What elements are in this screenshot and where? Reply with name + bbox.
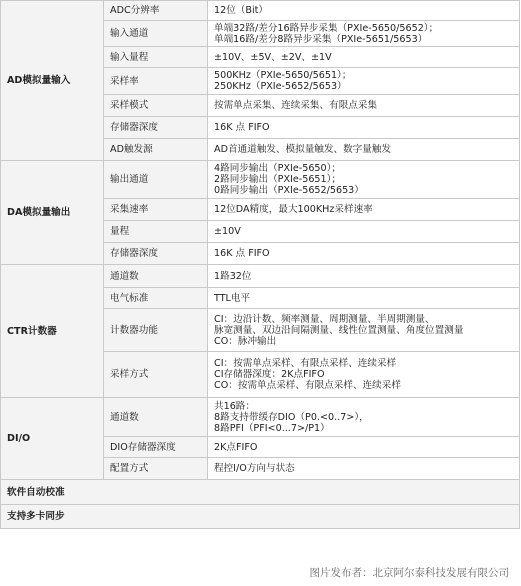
spec-label: 计数器功能 xyxy=(104,309,208,352)
spec-value xyxy=(208,265,520,288)
spec-value-line: TTL电平 xyxy=(214,292,251,304)
spec-label: 通道数 xyxy=(104,398,208,437)
spec-value xyxy=(208,458,520,480)
spec-label: AD触发源 xyxy=(104,139,208,161)
spec-value-line: 8路PFI（PFI<0...7>/P1） xyxy=(214,422,330,434)
spec-value-line: 单端32路/差分16路异步采集（PXIe-5650/5652）； xyxy=(214,22,439,34)
spec-row xyxy=(1,161,520,199)
spec-label: 输出通道 xyxy=(104,161,208,199)
spec-value xyxy=(208,139,520,161)
spec-value-line: 12位DA精度，最大100KHz采样速率 xyxy=(214,204,373,215)
section-title: DA模拟量输出 xyxy=(1,161,104,265)
feature-row xyxy=(1,505,520,529)
spec-label: 采样方式 xyxy=(104,352,208,398)
feature-title: 软件自动校准 xyxy=(1,480,520,505)
spec-value-line: 脉宽测量、双边沿间隔测量、线性位置测量、角度位置测量 xyxy=(214,324,464,336)
spec-value-line: CO：脉冲输出 xyxy=(214,335,277,347)
spec-value xyxy=(208,161,520,199)
spec-value xyxy=(208,117,520,139)
spec-value-line: 8路支持带缓存DIO（P0.<0..7>）， xyxy=(214,411,369,423)
spec-label: 电气标准 xyxy=(104,288,208,309)
spec-label: DIO存储器深度 xyxy=(104,437,208,458)
spec-value-line: 1路32位 xyxy=(214,270,252,282)
spec-value xyxy=(208,398,520,437)
spec-value xyxy=(208,199,520,221)
spec-row xyxy=(1,265,520,288)
spec-value xyxy=(208,47,520,68)
spec-row xyxy=(1,1,520,21)
spec-label: ADC分辨率 xyxy=(104,1,208,21)
spec-value-line: 单端16路/差分8路异步采集（PXIe-5651/5653） xyxy=(214,33,428,45)
spec-value xyxy=(208,95,520,117)
spec-value-line: 250KHz（PXIe-5652/5653） xyxy=(214,81,347,92)
spec-value-line: 2K点FIFO xyxy=(214,441,258,453)
spec-value xyxy=(208,437,520,458)
spec-value xyxy=(208,288,520,309)
spec-value-line: CO：按需单点采样、有限点采样、连续采样 xyxy=(214,380,401,391)
spec-value-line: 0路同步输出（PXIe-5652/5653） xyxy=(214,185,364,196)
spec-value-line: CI：按需单点采样、有限点采样、连续采样 xyxy=(214,358,397,369)
section-title: AD模拟量输入 xyxy=(1,1,104,161)
section-title: CTR计数器 xyxy=(1,265,104,398)
spec-value xyxy=(208,352,520,398)
spec-label: 存储器深度 xyxy=(104,243,208,265)
spec-label: 采样模式 xyxy=(104,95,208,117)
spec-value xyxy=(208,1,520,21)
spec-label: 配置方式 xyxy=(104,458,208,480)
spec-value-line: 2路同步输出（PXIe-5651）； xyxy=(214,174,342,185)
spec-value-line: 按需单点采集、连续采集、有限点采集 xyxy=(214,100,378,111)
spec-row xyxy=(1,398,520,437)
spec-value-line: 4路同步输出（PXIe-5650）； xyxy=(214,163,342,174)
spec-value-line: 共16路： xyxy=(214,400,255,412)
feature-title: 支持多卡同步 xyxy=(1,505,520,529)
spec-value-line: AD首通道触发、模拟量触发、数字量触发 xyxy=(214,144,392,155)
spec-value-line: 程控I/O方向与状态 xyxy=(214,463,295,474)
spec-value-line: CI：边沿计数、频率测量、周期测量、半周期测量、 xyxy=(214,313,435,325)
spec-value-line: 16K 点 FIFO xyxy=(214,248,270,259)
spec-label: 输入通道 xyxy=(104,21,208,47)
spec-value-line: 16K 点 FIFO xyxy=(214,122,270,133)
section-title: DI/O xyxy=(1,398,104,480)
spec-label: 采样率 xyxy=(104,68,208,95)
spec-label: 通道数 xyxy=(104,265,208,288)
feature-row xyxy=(1,480,520,505)
spec-value xyxy=(208,21,520,47)
spec-value xyxy=(208,221,520,243)
spec-label: 输入量程 xyxy=(104,47,208,68)
spec-label: 采集速率 xyxy=(104,199,208,221)
spec-value-line: ±10V、±5V、±2V、±1V xyxy=(214,51,332,63)
image-caption: 图片发布者：北京阿尔泰科技发展有限公司 xyxy=(309,567,509,579)
spec-value xyxy=(208,309,520,352)
spec-value-line: ±10V xyxy=(214,226,241,237)
spec-label: 量程 xyxy=(104,221,208,243)
spec-value-line: 500KHz（PXIe-5650/5651）； xyxy=(214,70,352,81)
spec-value-line: 12位（Bit） xyxy=(214,5,268,16)
spec-value-line: CI存储器深度：2K点FIFO xyxy=(214,369,325,380)
spec-value xyxy=(208,243,520,265)
spec-label: 存储器深度 xyxy=(104,117,208,139)
spec-value xyxy=(208,68,520,95)
